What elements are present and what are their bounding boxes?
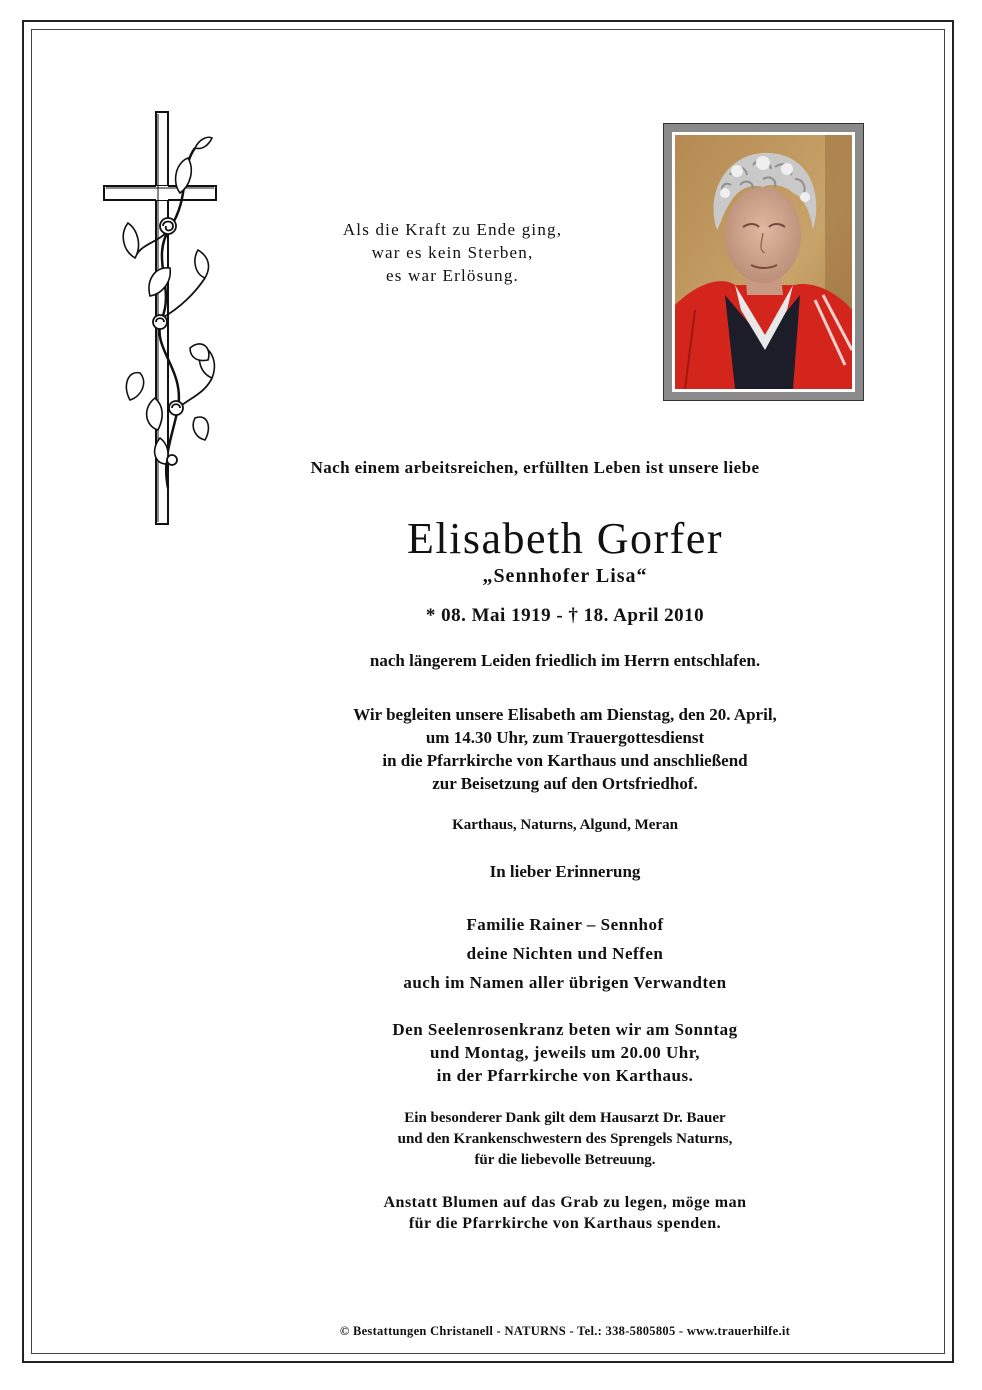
intro-line: Nach einem arbeitsreichen, erfüllten Leben ist unsere liebe	[310, 458, 760, 477]
flowers-line-1: Anstatt Blumen auf das Grab zu legen, möge man	[383, 1194, 747, 1211]
thanks-line-3: für die liebevolle Betreuung.	[474, 1152, 656, 1168]
motto-line-1: Als die Kraft zu Ende ging,	[342, 220, 563, 239]
deceased-nickname: „Sennhofer Lisa“	[482, 565, 648, 587]
rosary-details	[210, 1018, 920, 1087]
funeral-line-2: um 14.30 Uhr, zum Trauergottesdienst	[425, 728, 705, 747]
thanks-line-2: und den Krankenschwestern des Sprengels Naturns,	[397, 1131, 733, 1147]
memory-line: In lieber Erinnerung	[489, 862, 641, 881]
rosary-line-1: Den Seelenrosenkranz beten wir am Sonntag	[392, 1020, 738, 1039]
death-note: nach längerem Leiden friedlich im Herrn entschlafen.	[369, 651, 761, 670]
thanks-line-1: Ein besonderer Dank gilt dem Hausarzt Dr. Bauer	[404, 1110, 726, 1126]
motto-line-3: es war Erlösung.	[386, 266, 519, 285]
funeral-details	[210, 703, 920, 795]
life-dates: * 08. Mai 1919 - † 18. April 2010	[425, 605, 705, 626]
family-signature	[210, 910, 920, 997]
footer-credit: © Bestattungen Christanell - NATURNS - Tel.: 338-5805805 - www.trauerhilfe.it	[339, 1324, 791, 1338]
thanks-note	[210, 1108, 920, 1171]
deceased-name: Elisabeth Gorfer	[407, 514, 723, 563]
motto-line-2: war es kein Sterben,	[371, 243, 534, 262]
funeral-line-3: in die Pfarrkirche von Karthaus und anschließend	[382, 751, 748, 770]
rosary-line-2: und Montag, jeweils um 20.00 Uhr,	[430, 1043, 700, 1062]
portrait-photo	[675, 135, 852, 389]
rosary-line-3: in der Pfarrkirche von Karthaus.	[436, 1066, 694, 1085]
portrait-photo-frame	[663, 123, 864, 401]
family-line-1: Familie Rainer – Sennhof	[466, 915, 664, 934]
places-line: Karthaus, Naturns, Algund, Meran	[452, 817, 678, 833]
funeral-line-1: Wir begleiten unsere Elisabeth am Dienstag, den 20. April,	[353, 705, 777, 724]
flowers-line-2: für die Pfarrkirche von Karthaus spenden.	[408, 1215, 722, 1232]
flowers-note	[210, 1192, 920, 1234]
funeral-line-4: zur Beisetzung auf den Ortsfriedhof.	[432, 774, 698, 793]
family-line-2: deine Nichten und Neffen	[466, 944, 664, 963]
portrait-photo-mat	[672, 132, 855, 392]
motto-verse	[310, 218, 595, 287]
family-line-3: auch im Namen aller übrigen Verwandten	[403, 973, 727, 992]
